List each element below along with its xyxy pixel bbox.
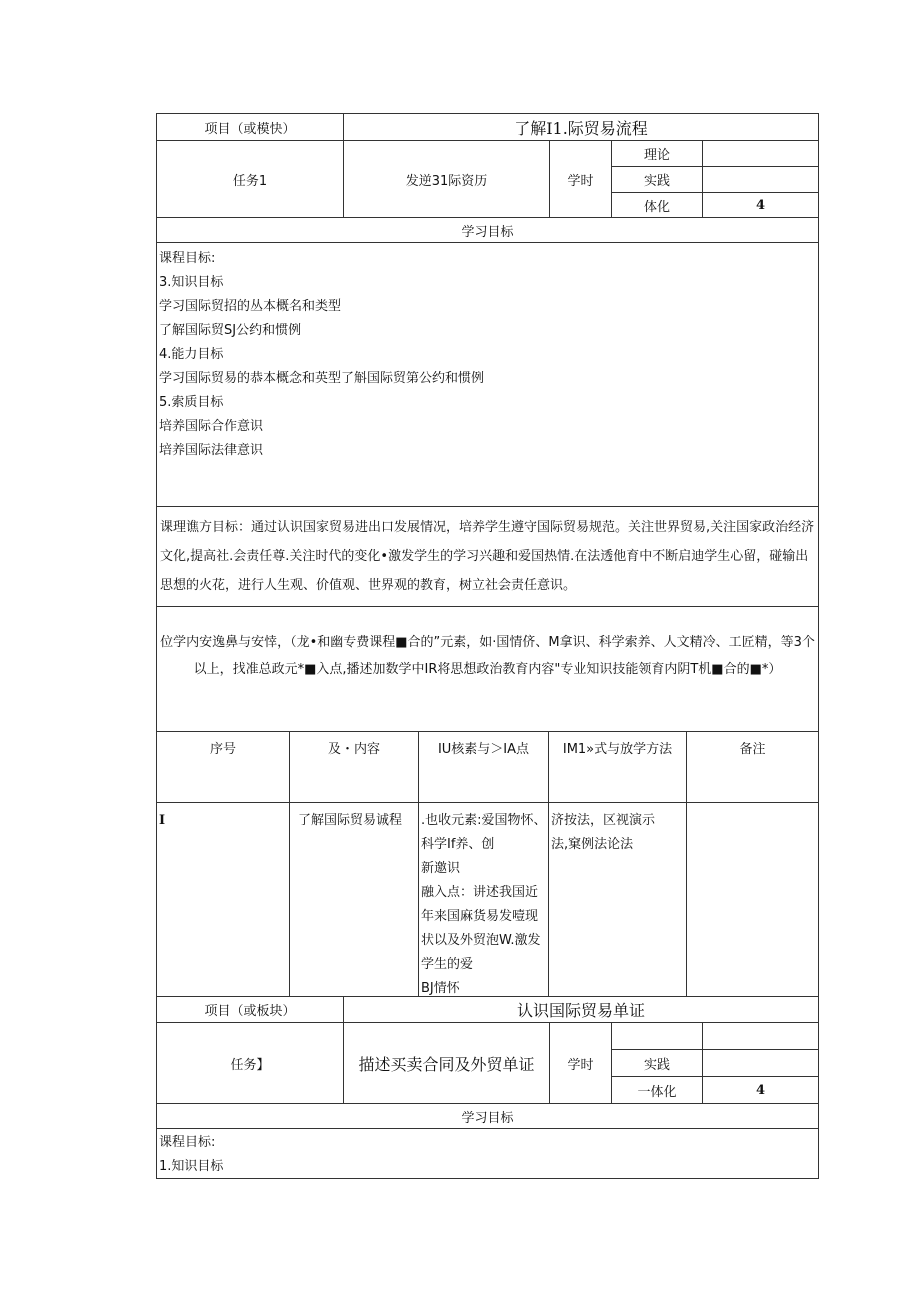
task-value-2: 描述买卖合同及外贸单证 — [343, 1022, 550, 1104]
hours-integrated-label: 体化 — [611, 192, 703, 218]
objective-line: 培养国际合作意识 — [159, 419, 264, 434]
project-value: 了解I1.际贸易流程 — [343, 113, 819, 141]
hours-practice-value — [702, 166, 819, 193]
hours-label: 学时 — [549, 140, 612, 218]
row-methods — [548, 802, 687, 997]
hours-practice-label-2: 实践 — [611, 1049, 703, 1077]
hours-practice-value-2 — [702, 1049, 819, 1077]
element-line: .也收元素:爱国物怀、 — [421, 813, 547, 828]
hours-theory-value — [702, 140, 819, 167]
objective-line: 5.索质目标 — [159, 395, 224, 410]
hours-practice-label: 实践 — [611, 166, 703, 193]
hours-label-2: 学时 — [549, 1022, 612, 1104]
element-line: BJ情怀 — [421, 981, 460, 996]
ideological-goal: 课理谯方目标：通过认识国家贸易进出口发展情况，培养学生遵守国际贸易规范。关注世界贸易,关注国家政治经济文化,提高社.会责任尊.关注时代的变化•激发学生的学习兴趣和爱国热情.在法透他育中不断启迪学生心留，碰输出思想的火花，进行人生观、价值观、世界观的教育，树立社会责任意识。 — [156, 506, 819, 607]
task-value: 发逆31际资历 — [343, 140, 550, 218]
objectives-title: 学习目标 — [156, 217, 819, 243]
hours-theory-label: 理论 — [611, 140, 703, 167]
project-label: 项目（或模快） — [156, 113, 344, 141]
ideological-guidance: 位学内安逸鼻与安悻，（龙•和幽专费课程■合的”元素，如·国情侪、M拿识、科学索养、人文精冷、工匠精，等3个以上，找准总政元*■入点,播述加数学中IR将思想政治教育内容"专业知识技能领育内阴T机■合的■*） — [156, 606, 819, 732]
col-header-content: 及・内容 — [289, 731, 419, 803]
project-label-2: 项目（或板块） — [156, 996, 344, 1023]
element-line: 状以及外贸泡W.激发 — [421, 933, 541, 948]
hours-theory-label-2 — [611, 1022, 703, 1050]
element-line: 新邀识 — [421, 861, 461, 876]
course-objectives-2 — [156, 1128, 819, 1179]
element-line: 学生的爱 — [421, 957, 474, 972]
row-content: 了解国际贸易诚程 — [289, 802, 419, 997]
col-header-no: 序号 — [156, 731, 290, 803]
objective-line: 了解国际贸SJ公约和惯例 — [159, 323, 302, 338]
objective-line: 培养国际法律意识 — [159, 443, 264, 458]
course-objectives — [156, 242, 819, 507]
method-line: 法,窠例法论法 — [551, 837, 634, 852]
hours-integrated-value: 4 — [702, 192, 819, 218]
task-label-2: 任务】 — [156, 1022, 344, 1104]
project-value-2: 认识国际贸易单证 — [343, 996, 819, 1023]
objective-line: 1.知识目标 — [159, 1159, 224, 1174]
col-header-remark: 备注 — [686, 731, 819, 803]
objective-line: 学习国际贸招的丛本概名和类型 — [159, 299, 342, 314]
row-elements — [418, 802, 549, 997]
col-header-methods: IM1»式与放学方法 — [548, 731, 687, 803]
objective-line: 学习国际贸易的恭本概念和英型了斛国际贸第公约和惯例 — [159, 371, 485, 386]
row-remark — [686, 802, 819, 997]
element-line: 融入点：讲述我国近 — [421, 885, 539, 900]
hours-integrated-value-2: 4 — [702, 1076, 819, 1104]
objective-line: 4.能力目标 — [159, 347, 224, 362]
row-no: I — [156, 802, 290, 997]
objective-line: 课程目标: — [159, 251, 216, 266]
method-line: 济按法，区视演示 — [551, 813, 656, 828]
element-line: 年来国麻货易发噎现 — [421, 909, 539, 924]
col-header-elements: IU核素与＞IA点 — [418, 731, 549, 803]
element-line: 科学If养、创 — [421, 837, 495, 852]
hours-theory-value-2 — [702, 1022, 819, 1050]
objective-line: 3.知识目标 — [159, 275, 224, 290]
objective-line: 课程目标: — [159, 1135, 216, 1150]
task-label: 任务1 — [156, 140, 344, 218]
hours-integrated-label-2: 一体化 — [611, 1076, 703, 1104]
objectives-title-2: 学习目标 — [156, 1103, 819, 1129]
